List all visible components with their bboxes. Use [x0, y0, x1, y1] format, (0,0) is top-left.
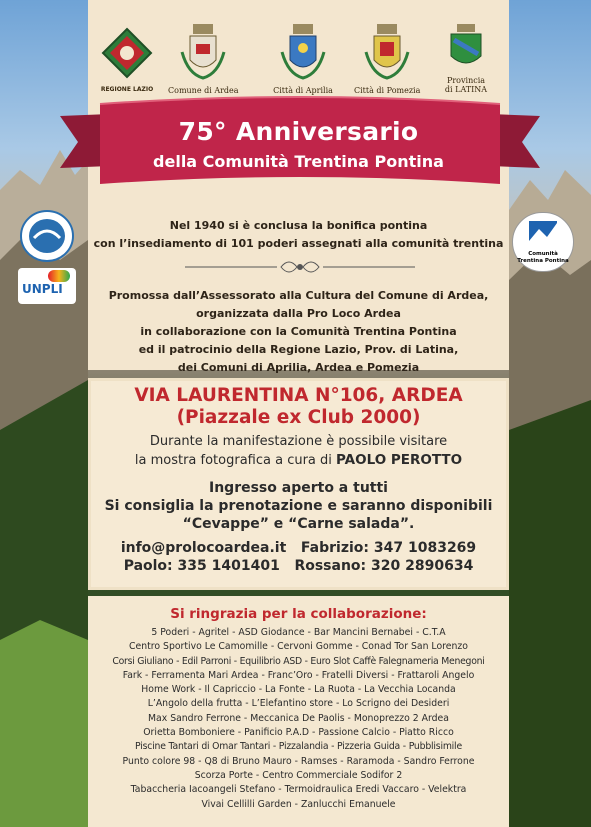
sponsor-line: Orietta Bomboniere - Panificio P.A.D - Passione Calcio - Piatto Ricco: [143, 727, 454, 739]
regione-lazio-emblem: [98, 26, 156, 93]
pro-loco-logo-icon: [20, 210, 74, 262]
photographer-name: PAOLO PEROTTO: [336, 452, 463, 468]
unpli-logo: [18, 268, 76, 304]
sponsor-line: Tabaccheria Iacoangeli Stefano - Termoidraulica Eredi Vaccaro - Velektra: [130, 784, 467, 796]
title-ribbon: [60, 96, 540, 201]
exhibit-line-2: [88, 452, 509, 468]
comunita-trentina-emblem-icon: [513, 213, 573, 253]
pomezia-crest: [354, 22, 420, 95]
unpli-color-marks: [48, 270, 70, 282]
contact-fabrizio: Fabrizio: 347 1083269: [300, 540, 477, 556]
sponsor-line: Fark - Ferramenta Mari Ardea - Franc’Oro - Fratelli Diversi - Frattaroli Angelo: [122, 669, 475, 681]
promo-line: ed il patrocinio della Regione Lazio, Prov. di Latina,: [138, 343, 459, 356]
sponsor-line: L’Angolo della frutta - L’Elefantino store - Lo Scrigno dei Desideri: [147, 698, 450, 710]
entry-line-2: Si consiglia la prenotazione e saranno disponibili: [104, 498, 493, 514]
crest-label: REGIONE LAZIO: [100, 86, 154, 93]
ribbon-subtitle: della Comunità Trentina Pontina: [153, 152, 444, 171]
sponsor-line: Vivai Cellilli Garden - Zanlucchi Emanuele: [201, 798, 396, 810]
intro-line: con l’insediamento di 101 poderi assegnati alla comunità trentina: [93, 237, 504, 250]
crest-label: Città di Pomezia: [354, 86, 421, 95]
ardea-crest-icon: [178, 22, 228, 82]
exhibit-prefix: la mostra fotografica a cura di: [134, 453, 332, 468]
sponsor-line: Scorza Porte - Centro Commerciale Sodifor 2: [194, 769, 403, 781]
comunita-trentina-label: Comunità Trentina Pontina: [517, 251, 569, 264]
regione-lazio-emblem-icon: [100, 26, 154, 82]
crest-label-line2: di LATINA: [444, 85, 488, 94]
contact-paolo: Paolo: 335 1401401: [123, 558, 280, 574]
ardea-crest: [168, 22, 238, 95]
crest-label-line1: Provincia: [446, 76, 486, 85]
sponsor-line: Piscine Tantari di Omar Tantari - Pizzalandia - Pizzeria Guida - Pubblisimile: [135, 741, 462, 753]
latina-crest-icon: [442, 22, 490, 72]
email-link[interactable]: info@prolocoardea.it: [120, 540, 287, 556]
contacts-line-1: [88, 540, 509, 556]
unpli-logo-text: UNPLI: [22, 282, 63, 296]
promo-line: in collaborazione con la Comunità Trentina Pontina: [140, 325, 457, 338]
contacts-line-2: [88, 558, 509, 574]
address-line-1: VIA LAURENTINA N°106, ARDEA: [134, 385, 463, 406]
sponsor-list: [88, 626, 509, 812]
entry-line-3: “Cevappe” e “Carne salada”.: [182, 516, 415, 532]
latina-crest: [438, 22, 494, 94]
aprilia-crest: [270, 22, 336, 95]
promo-line: Promossa dall’Assessorato alla Cultura del Comune di Ardea,: [108, 289, 489, 302]
crest-label: Città di Aprilia: [273, 86, 333, 95]
promo-line: organizzata dalla Pro Loco Ardea: [196, 307, 401, 320]
ornament-divider: [185, 257, 415, 277]
sponsor-line: Centro Sportivo Le Camomille - Cervoni Gomme - Conad Tor San Lorenzo: [129, 641, 468, 653]
sponsor-line: 5 Poderi - Agritel - ASD Giodance - Bar Mancini Bernabei - C.T.A: [151, 627, 446, 638]
sponsor-line: Max Sandro Ferrone - Meccanica De Paolis - Monoprezzo 2 Ardea: [148, 712, 449, 724]
sponsor-line: Corsi Giuliano - Edil Parroni - Equilibrio ASD - Euro Slot Caffè Falegnameria Menegoni: [112, 655, 485, 667]
comunita-trentina-logo: [512, 212, 574, 272]
promo-text: [88, 287, 509, 377]
crest-label: Comune di Ardea: [168, 86, 239, 95]
entry-line-1: Ingresso aperto a tutti: [209, 480, 388, 496]
ribbon-title: 75° Anniversario: [178, 117, 419, 146]
address-line-2: (Piazzale ex Club 2000): [176, 407, 421, 428]
sponsor-line: Home Work - Il Capriccio - La Fonte - La Ruota - La Vecchia Locanda: [141, 684, 456, 696]
promo-line: dei Comuni di Aprilia, Ardea e Pomezia: [177, 361, 420, 374]
pomezia-crest-icon: [362, 22, 412, 82]
intro-line: Nel 1940 si è conclusa la bonifica pontina: [169, 219, 428, 232]
thanks-title: Si ringrazia per la collaborazione:: [170, 606, 427, 622]
intro-text: [88, 217, 509, 253]
exhibit-line-1: Durante la manifestazione è possibile visitare: [149, 434, 448, 449]
sponsor-line: Punto colore 98 - Q8 di Bruno Mauro - Ramses - Raramoda - Sandro Ferrone: [122, 755, 475, 767]
contact-rossano: Rossano: 320 2890634: [294, 558, 474, 574]
aprilia-crest-icon: [278, 22, 328, 82]
